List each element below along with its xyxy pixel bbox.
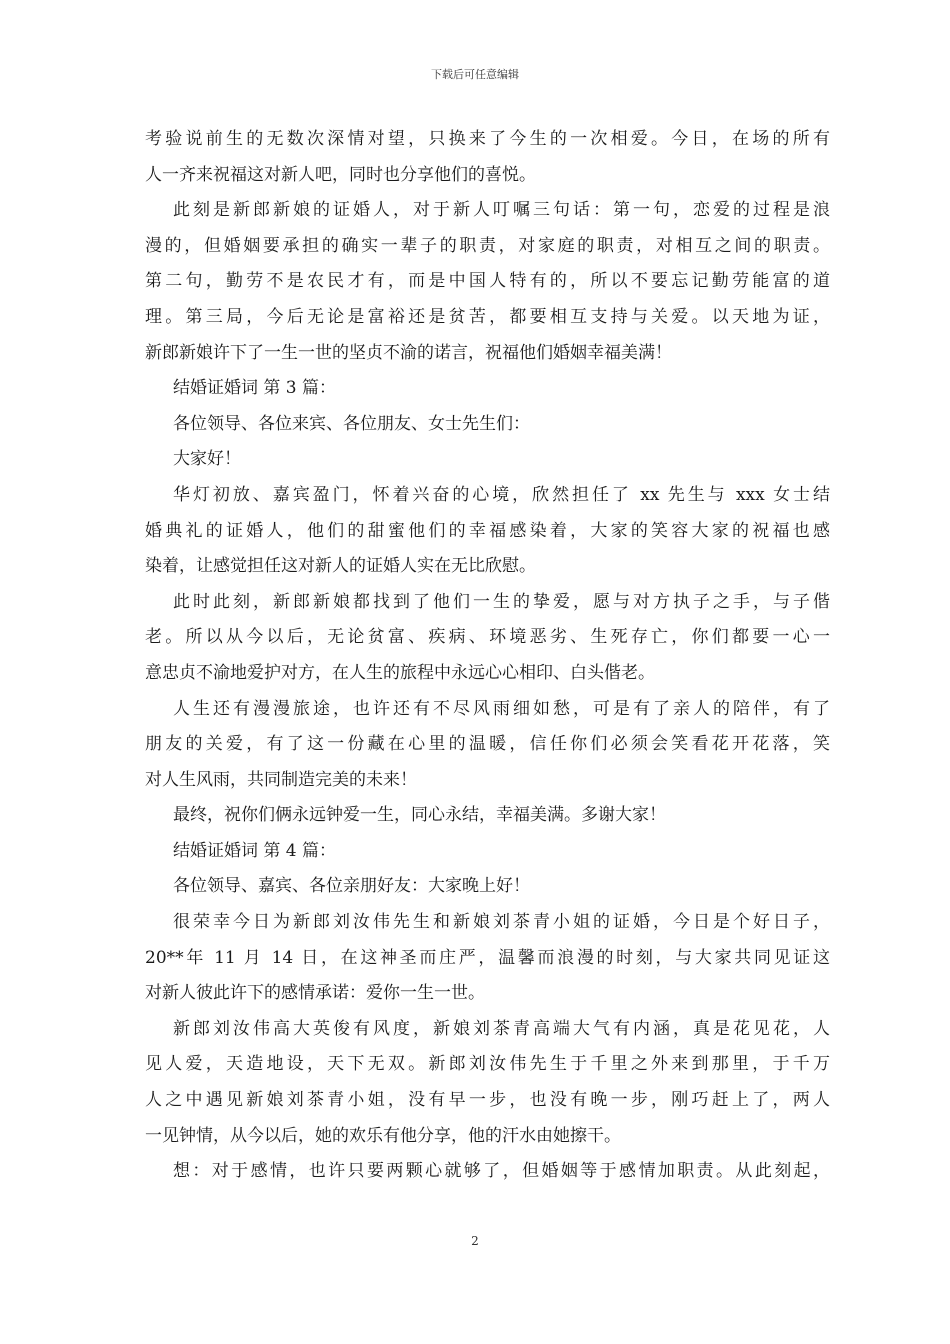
text-line: 很荣幸今日为新郎刘汝伟先生和新娘刘茶青小姐的证婚，今日是个好日子， bbox=[173, 912, 830, 933]
text-line: 结婚证婚词 第 3 篇： bbox=[173, 378, 337, 399]
page-header-note: 下载后可任意编辑 bbox=[431, 68, 519, 81]
text-line: 此刻是新郎新娘的证婚人，对于新人叮嘱三句话：第一句，恋爱的过程是浪 bbox=[173, 200, 830, 221]
text-line: 染着，让感觉担任这对新人的证婚人实在无比欣慰。 bbox=[145, 556, 536, 577]
text-line: 各位领导、嘉宾、各位亲朋好友：大家晚上好！ bbox=[173, 876, 530, 897]
text-line: 理。第三局，今后无论是富裕还是贫苦，都要相互支持与关爱。以天地为证， bbox=[145, 306, 830, 327]
text-line: 对人生风雨，共同制造完美的未来！ bbox=[145, 769, 417, 790]
text-line: 人生还有漫漫旅途，也许还有不尽风雨细如愁，可是有了亲人的陪伴，有了 bbox=[173, 698, 830, 719]
text-line: 漫的，但婚姻要承担的确实一辈子的职责，对家庭的职责，对相互之间的职责。 bbox=[145, 235, 830, 256]
text-line: 大家好！ bbox=[173, 449, 241, 470]
page-number: 2 bbox=[471, 1234, 479, 1248]
text-line: 此时此刻，新郎新娘都找到了他们一生的挚爱，愿与对方执子之手，与子偕 bbox=[173, 591, 830, 612]
text-line: 20**年 11 月 14 日，在这神圣而庄严，温馨而浪漫的时刻，与大家共同见证这 bbox=[145, 947, 830, 968]
text-line: 考验说前生的无数次深情对望，只换来了今生的一次相爱。今日，在场的所有 bbox=[145, 129, 830, 149]
text-line: 各位领导、各位来宾、各位朋友、女士先生们： bbox=[173, 413, 530, 434]
text-line: 结婚证婚词 第 4 篇： bbox=[173, 840, 337, 861]
text-line: 华灯初放、嘉宾盈门，怀着兴奋的心境，欣然担任了 xx 先生与 xxx 女士结 bbox=[173, 484, 830, 505]
document-body bbox=[145, 122, 830, 1190]
text-line: 第二句，勤劳不是农民才有，而是中国人特有的，所以不要忘记勤劳能富的道 bbox=[145, 271, 830, 292]
text-line: 对新人彼此许下的感情承诺：爱你一生一世。 bbox=[145, 983, 485, 1004]
text-line: 最终，祝你们俩永远钟爱一生，同心永结，幸福美满。多谢大家！ bbox=[173, 805, 666, 826]
text-line: 一见钟情，从今以后，她的欢乐有他分享，他的汗水由她擦干。 bbox=[145, 1125, 621, 1146]
text-line: 见人爱，天造地设，天下无双。新郎刘汝伟先生于千里之外来到那里，于千万 bbox=[145, 1054, 830, 1075]
text-line: 朋友的关爱，有了这一份藏在心里的温暖，信任你们必须会笑看花开花落，笑 bbox=[145, 734, 830, 755]
text-line: 意忠贞不渝地爱护对方，在人生的旅程中永远心心相印、白头偕老。 bbox=[145, 662, 655, 683]
text-line: 婚典礼的证婚人，他们的甜蜜他们的幸福感染着，大家的笑容大家的祝福也感 bbox=[145, 520, 830, 541]
text-line: 人之中遇见新娘刘茶青小姐，没有早一步，也没有晚一步，刚巧赶上了，两人 bbox=[145, 1090, 830, 1111]
text-line: 想：对于感情，也许只要两颗心就够了，但婚姻等于感情加职责。从此刻起， bbox=[173, 1161, 830, 1182]
text-line: 人一齐来祝福这对新人吧，同时也分享他们的喜悦。 bbox=[145, 164, 536, 185]
text-line: 新郎新娘许下了一生一世的坚贞不渝的诺言，祝福他们婚姻幸福美满！ bbox=[145, 342, 672, 363]
text-line: 老。所以从今以后，无论贫富、疾病、环境恶劣、生死存亡，你们都要一心一 bbox=[145, 627, 830, 648]
text-line: 新郎刘汝伟高大英俊有风度，新娘刘茶青高端大气有内涵，真是花见花，人 bbox=[173, 1018, 830, 1039]
